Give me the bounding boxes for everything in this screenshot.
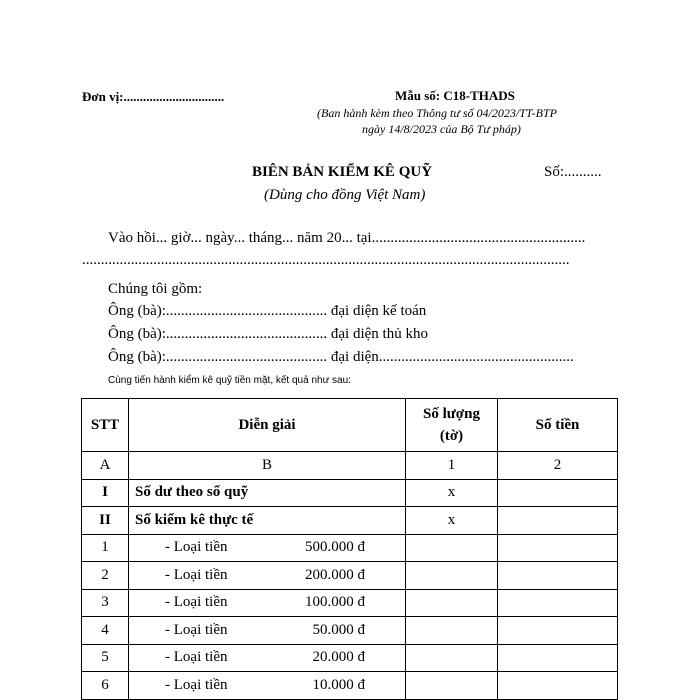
row-quantity xyxy=(406,589,498,617)
row-quantity xyxy=(406,534,498,562)
row-stt: 3 xyxy=(82,589,129,617)
denomination-label: - Loại tiền xyxy=(165,621,228,638)
form-code: Mẫu số: C18-THADS xyxy=(395,88,515,103)
member-storekeeper: Ông (bà):........................................... đại diện thủ kho xyxy=(108,326,428,342)
row-quantity xyxy=(406,644,498,672)
denomination-value: 200.000 đ xyxy=(305,566,365,583)
row-amount xyxy=(498,507,618,535)
denomination-value: 20.000 đ xyxy=(312,649,365,666)
table-row xyxy=(82,672,618,700)
cash-inventory-table xyxy=(81,398,618,700)
header-quantity-line1: Số lượng xyxy=(423,406,480,422)
header-quantity-line2: (tờ) xyxy=(439,428,464,444)
row-amount xyxy=(498,672,618,700)
table-row xyxy=(82,534,618,562)
document-number: Số:.......... xyxy=(544,164,602,180)
table-code-row xyxy=(82,452,618,480)
row-amount xyxy=(498,479,618,507)
code-quantity: 1 xyxy=(406,452,498,480)
row-stt: 6 xyxy=(82,672,129,700)
denomination-label: - Loại tiền xyxy=(165,649,228,666)
table-row xyxy=(82,507,618,535)
row-quantity: x xyxy=(406,507,498,535)
members-label: Chúng tôi gồm: xyxy=(108,281,203,297)
header-stt: STT xyxy=(82,399,129,452)
row-stt: 4 xyxy=(82,617,129,645)
member-accountant: Ông (bà):........................................... đại diện kế toán xyxy=(108,303,427,319)
inventory-note: Cùng tiến hành kiểm kê quỹ tiền mặt, kết quả như sau: xyxy=(108,375,351,386)
continuation-dots-line: .................................................................................................................................. xyxy=(82,252,570,268)
denomination-label: - Loại tiền xyxy=(165,676,228,693)
issued-note-line-2: ngày 14/8/2023 của Bộ Tư pháp) xyxy=(362,122,521,136)
table-row xyxy=(82,479,618,507)
row-description xyxy=(129,562,406,590)
code-description: B xyxy=(129,452,406,480)
time-place-line: Vào hồi... giờ... ngày... tháng... năm 20... tại......................................................... xyxy=(108,230,586,246)
row-description xyxy=(129,534,406,562)
row-quantity: x xyxy=(406,479,498,507)
code-stt: A xyxy=(82,452,129,480)
denomination-value: 10.000 đ xyxy=(312,676,365,693)
row-description: Số kiểm kê thực tế xyxy=(129,507,406,535)
table-row xyxy=(82,562,618,590)
header-description: Diễn giải xyxy=(129,399,406,452)
row-amount xyxy=(498,534,618,562)
denomination-value: 500.000 đ xyxy=(305,539,365,556)
table-row xyxy=(82,644,618,672)
row-amount xyxy=(498,617,618,645)
row-stt: 2 xyxy=(82,562,129,590)
document-subtitle: (Dùng cho đồng Việt Nam) xyxy=(264,187,426,203)
row-amount xyxy=(498,589,618,617)
row-quantity xyxy=(406,672,498,700)
denomination-value: 50.000 đ xyxy=(312,621,365,638)
issued-note-line-1: (Ban hành kèm theo Thông tư số 04/2023/TT-BTP xyxy=(317,106,557,120)
denomination-label: - Loại tiền xyxy=(165,594,228,611)
denomination-label: - Loại tiền xyxy=(165,539,228,556)
header-quantity xyxy=(406,399,498,452)
denomination-label: - Loại tiền xyxy=(165,566,228,583)
row-stt: II xyxy=(82,507,129,535)
row-stt: 5 xyxy=(82,644,129,672)
table-row xyxy=(82,589,618,617)
unit-field: Đơn vị:............................... xyxy=(82,89,225,104)
table-header-row xyxy=(82,399,618,452)
row-quantity xyxy=(406,562,498,590)
header-amount: Số tiền xyxy=(498,399,618,452)
row-description xyxy=(129,617,406,645)
row-description xyxy=(129,589,406,617)
row-stt: I xyxy=(82,479,129,507)
row-description: Số dư theo sổ quỹ xyxy=(129,479,406,507)
row-quantity xyxy=(406,617,498,645)
document-title: BIÊN BẢN KIỂM KÊ QUỸ xyxy=(252,164,433,180)
table-row xyxy=(82,617,618,645)
code-amount: 2 xyxy=(498,452,618,480)
member-other: Ông (bà):........................................... đại diện.................................................... xyxy=(108,349,574,365)
row-amount xyxy=(498,562,618,590)
denomination-value: 100.000 đ xyxy=(305,594,365,611)
row-amount xyxy=(498,644,618,672)
row-description xyxy=(129,672,406,700)
row-description xyxy=(129,644,406,672)
row-stt: 1 xyxy=(82,534,129,562)
